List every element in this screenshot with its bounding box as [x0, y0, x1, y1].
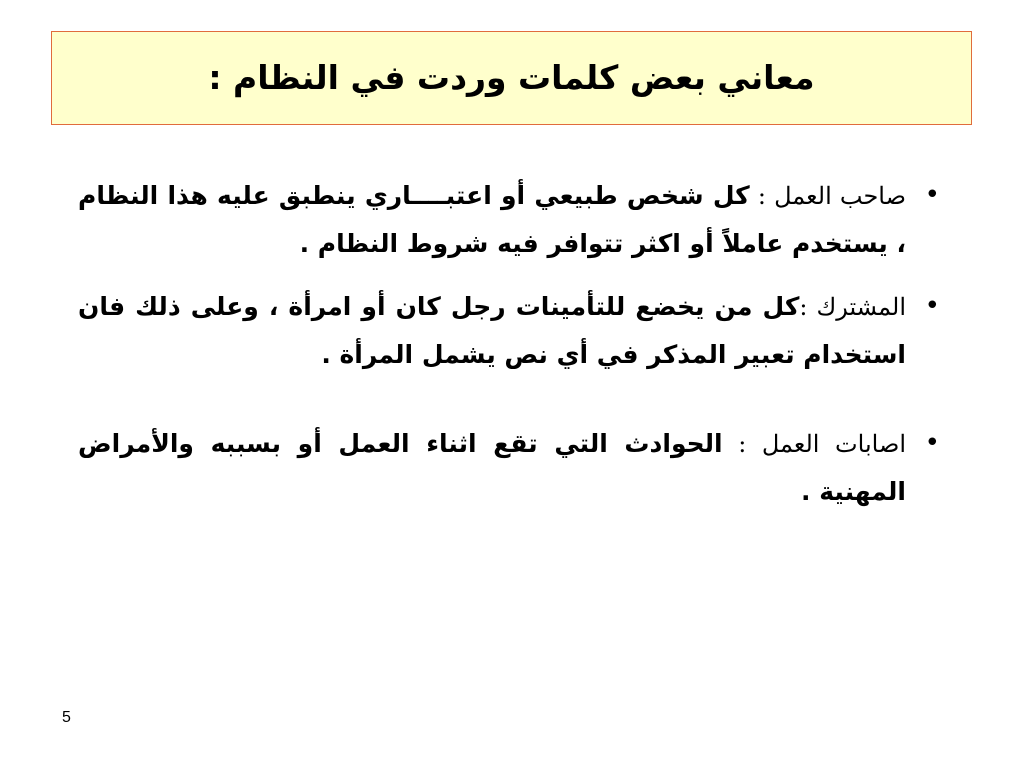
- term-subscriber: المشترك :: [799, 293, 906, 321]
- definition-work-injuries: الحوادث التي تقع اثناء العمل أو بسببه والأمراض المهنية .: [78, 429, 906, 506]
- definition-subscriber: كل من يخضع للتأمينات رجل كان أو امرأة ، وعلى ذلك فان استخدام تعبير المذكر في أي نص يشمل المرأة .: [78, 292, 906, 369]
- bullet-icon: •: [924, 428, 940, 458]
- term-employer: صاحب العمل :: [749, 182, 906, 210]
- bullet-icon: •: [924, 180, 940, 210]
- term-work-injuries: اصابات العمل :: [722, 430, 906, 458]
- definition-employer: كل شخص طبيعي أو اعتبــــاري ينطبق عليه هذا النظام ، يستخدم عاملاً أو اكثر تتوافر فيه شروط النظام .: [78, 181, 906, 258]
- bullet-icon: •: [924, 291, 940, 321]
- definitions-list: [78, 172, 940, 515]
- list-item: [78, 172, 940, 267]
- slide-title: معاني بعض كلمات وردت في النظام :: [208, 58, 815, 98]
- title-box: [51, 31, 972, 125]
- page-number: 5: [62, 709, 71, 726]
- list-item: [78, 420, 940, 515]
- list-item: [78, 283, 940, 378]
